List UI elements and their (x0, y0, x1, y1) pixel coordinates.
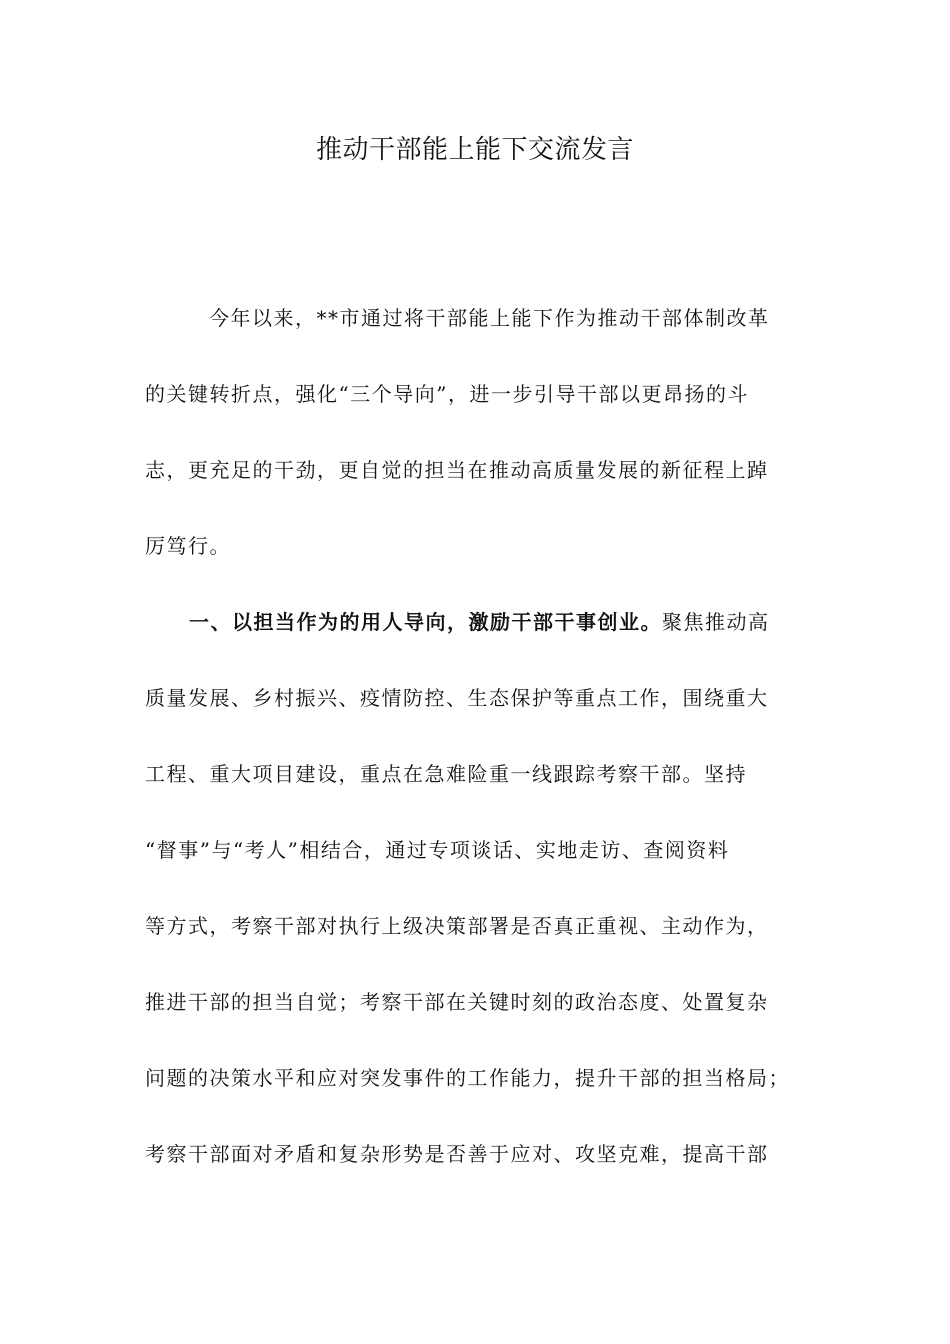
document-body (145, 280, 815, 1192)
paragraph-2-line-5: 等方式，考察干部对执行上级决策部署是否真正重视、主动作为， (145, 914, 769, 938)
paragraph-2-line-1 (145, 584, 815, 660)
paragraph-1-line-1: 今年以来，**市通过将干部能上能下作为推动干部体制改革 (209, 306, 770, 330)
paragraph-1-line-4: 厉笃行。 (145, 534, 231, 558)
document-title: 推动干部能上能下交流发言 (315, 135, 634, 165)
paragraph-2-line-7: 问题的决策水平和应对突发事件的工作能力，提升干部的担当格局； (145, 1066, 790, 1090)
paragraph-2-line-3: 工程、重大项目建设，重点在急难险重一线跟踪考察干部。坚持 (145, 762, 747, 786)
paragraph-2-line-2: 质量发展、乡村振兴、疫情防控、生态保护等重点工作，围绕重大 (145, 686, 769, 710)
paragraph-1-line-2: 的关键转折点，强化“三个导向”，进一步引导干部以更昂扬的斗 (145, 382, 749, 406)
paragraph-1-line-3: 志，更充足的干劲，更自觉的担当在推动高质量发展的新征程上踔 (145, 458, 769, 482)
section-heading: 一、以担当作为的用人导向，激励干部干事创业。 (189, 610, 662, 634)
paragraph-2-line-8: 考察干部面对矛盾和复杂形势是否善于应对、攻坚克难，提高干部 (145, 1142, 769, 1166)
paragraph-2-line-6: 推进干部的担当自觉；考察干部在关键时刻的政治态度、处置复杂 (145, 990, 769, 1014)
paragraph-2-line-4: “督事”与“考人”相结合，通过专项谈话、实地走访、查阅资料 (145, 838, 730, 862)
paragraph-2-first-line-rest: 聚焦推动高 (662, 610, 770, 634)
